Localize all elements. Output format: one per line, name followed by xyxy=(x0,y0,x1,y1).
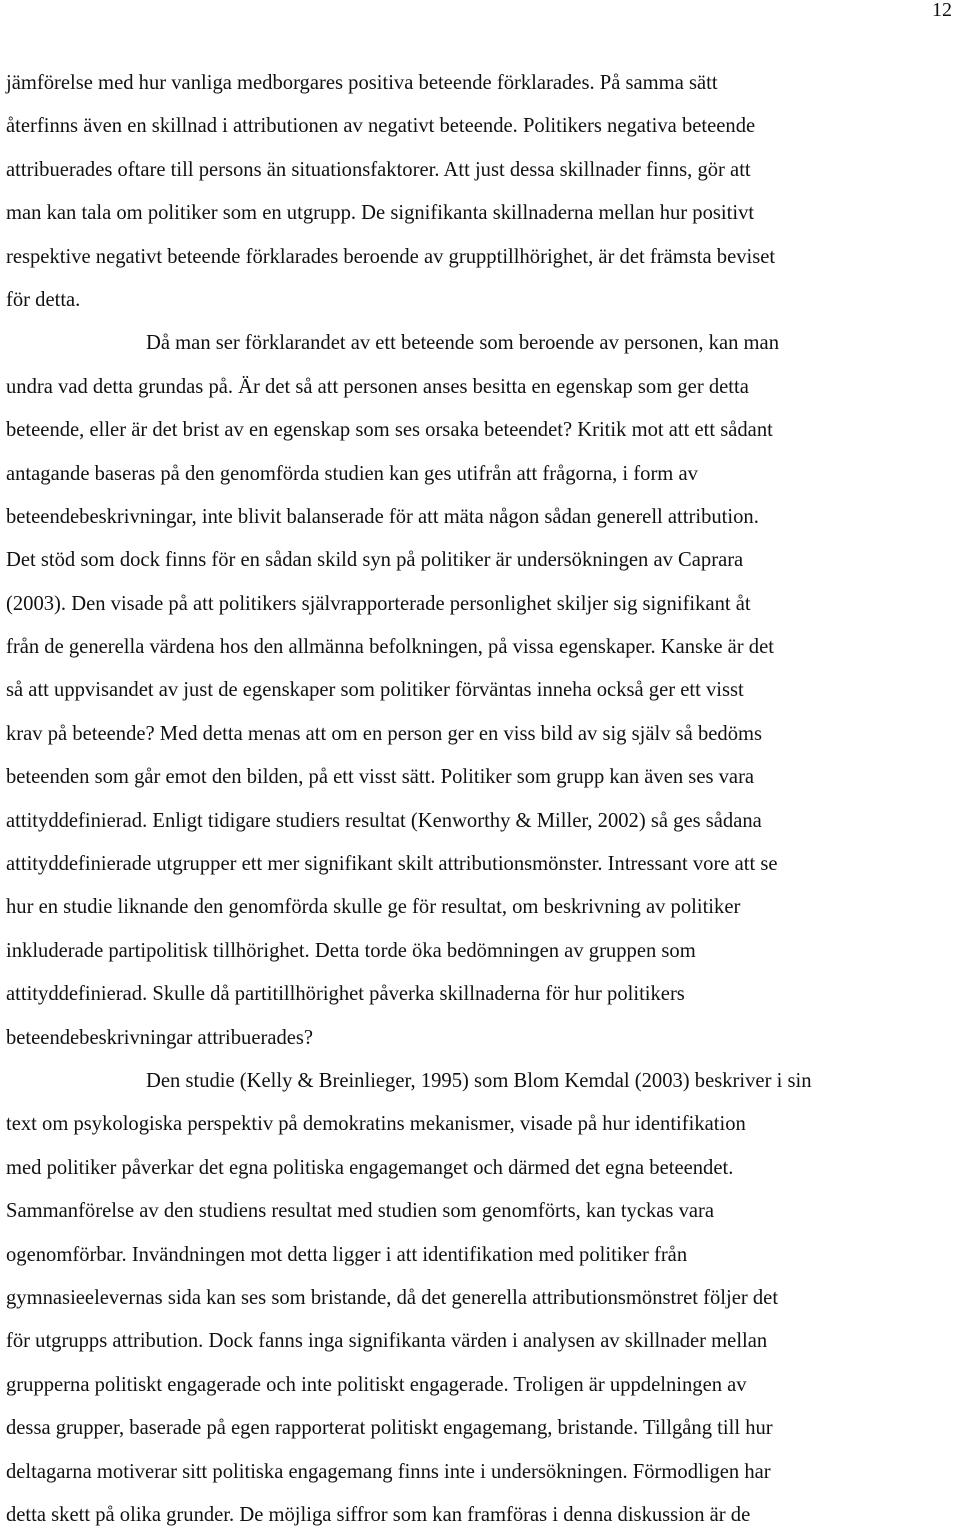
text-line: man kan tala om politiker som en utgrupp. De signifikanta skillnaderna mellan hur positivt xyxy=(6,202,755,225)
text-line: text om psykologiska perspektiv på demokratins mekanismer, visade på hur identifikation xyxy=(6,1113,746,1136)
body-text xyxy=(6,62,960,1537)
text-line: grupperna politiskt engagerade och inte politiskt engagerade. Troligen är uppdelningen av xyxy=(6,1373,747,1396)
text-line: inkluderade partipolitisk tillhörighet. Detta torde öka bedömningen av gruppen som xyxy=(6,939,696,962)
text-line: deltagarna motiverar sitt politiska engagemang finns inte i undersökningen. Förmodligen har xyxy=(6,1460,771,1483)
text-line: jämförelse med hur vanliga medborgares positiva beteende förklarades. På samma sätt xyxy=(6,72,718,94)
text-line: antagande baseras på den genomförda studien kan ges utifrån att frågorna, i form av xyxy=(6,462,698,485)
paragraph-first-line: Då man ser förklarandet av ett beteende som beroende av personen, kan man xyxy=(146,332,779,355)
text-line: undra vad detta grundas på. Är det så att personen anses besitta en egenskap som ger detta xyxy=(6,375,749,398)
text-line: med politiker påverkar det egna politiska engagemanget och därmed det egna beteendet. xyxy=(6,1156,734,1179)
text-line: beteendebeskrivningar, inte blivit balanserade för att mäta någon sådan generell attribution. xyxy=(6,505,759,528)
text-line: respektive negativt beteende förklarades beroende av grupptillhörighet, är det främsta beviset xyxy=(6,245,776,268)
text-line: gymnasieelevernas sida kan ses som bristande, då det generella attributionsmönstret följer det xyxy=(6,1286,779,1309)
text-line: från de generella värdena hos den allmänna befolkningen, på vissa egenskaper. Kanske är det xyxy=(6,636,774,659)
text-line: attityddefinierad. Skulle då partitillhörighet påverka skillnaderna för hur politikers xyxy=(6,983,685,1006)
text-line: attityddefinierade utgrupper ett mer signifikant skilt attributionsmönster. Intressant vore att se xyxy=(6,853,778,876)
text-line: återfinns även en skillnad i attributionen av negativt beteende. Politikers negativa beteende xyxy=(6,115,756,138)
text-line: så att uppvisandet av just de egenskaper som politiker förväntas inneha också ger ett visst xyxy=(6,679,744,702)
text-line: krav på beteende? Med detta menas att om en person ger en viss bild av sig själv så bedöms xyxy=(6,722,763,745)
text-line: beteendebeskrivningar attribuerades? xyxy=(6,1026,314,1049)
text-line: ogenomförbar. Invändningen mot detta ligger i att identifikation med politiker från xyxy=(6,1243,688,1266)
text-line: detta skett på olika grunder. De möjliga siffror som kan framföras i denna diskussion är de xyxy=(6,1503,751,1526)
text-line: beteenden som går emot den bilden, på ett visst sätt. Politiker som grupp kan även ses vara xyxy=(6,766,755,789)
text-line: Det stöd som dock finns för en sådan skild syn på politiker är undersökningen av Caprara xyxy=(6,549,744,572)
text-line: för utgrupps attribution. Dock fanns inga signifikanta värden i analysen av skillnader mellan xyxy=(6,1330,768,1353)
text-line: dessa grupper, baserade på egen rapporterat politiskt engagemang, bristande. Tillgång till hur xyxy=(6,1417,773,1440)
text-line: Sammanförelse av den studiens resultat med studien som genomförts, kan tyckas vara xyxy=(6,1200,715,1223)
paragraph-first-line: Den studie (Kelly & Breinlieger, 1995) som Blom Kemdal (2003) beskriver i sin xyxy=(146,1069,812,1092)
text-line: attribuerades oftare till persons än situationsfaktorer. Att just dessa skillnader finns, gör att xyxy=(6,158,751,181)
text-line: hur en studie liknande den genomförda skulle ge för resultat, om beskrivning av politiker xyxy=(6,896,741,919)
text-line: beteende, eller är det brist av en egenskap som ses orsaka beteendet? Kritik mot att ett sådant xyxy=(6,419,773,442)
text-line: för detta. xyxy=(6,288,81,311)
text-line: attityddefinierad. Enligt tidigare studiers resultat (Kenworthy & Miller, 2002) så ges sådana xyxy=(6,809,762,832)
page-number: 12 xyxy=(932,0,952,21)
text-line: (2003). Den visade på att politikers självrapporterade personlighet skiljer sig signifikant åt xyxy=(6,592,751,615)
